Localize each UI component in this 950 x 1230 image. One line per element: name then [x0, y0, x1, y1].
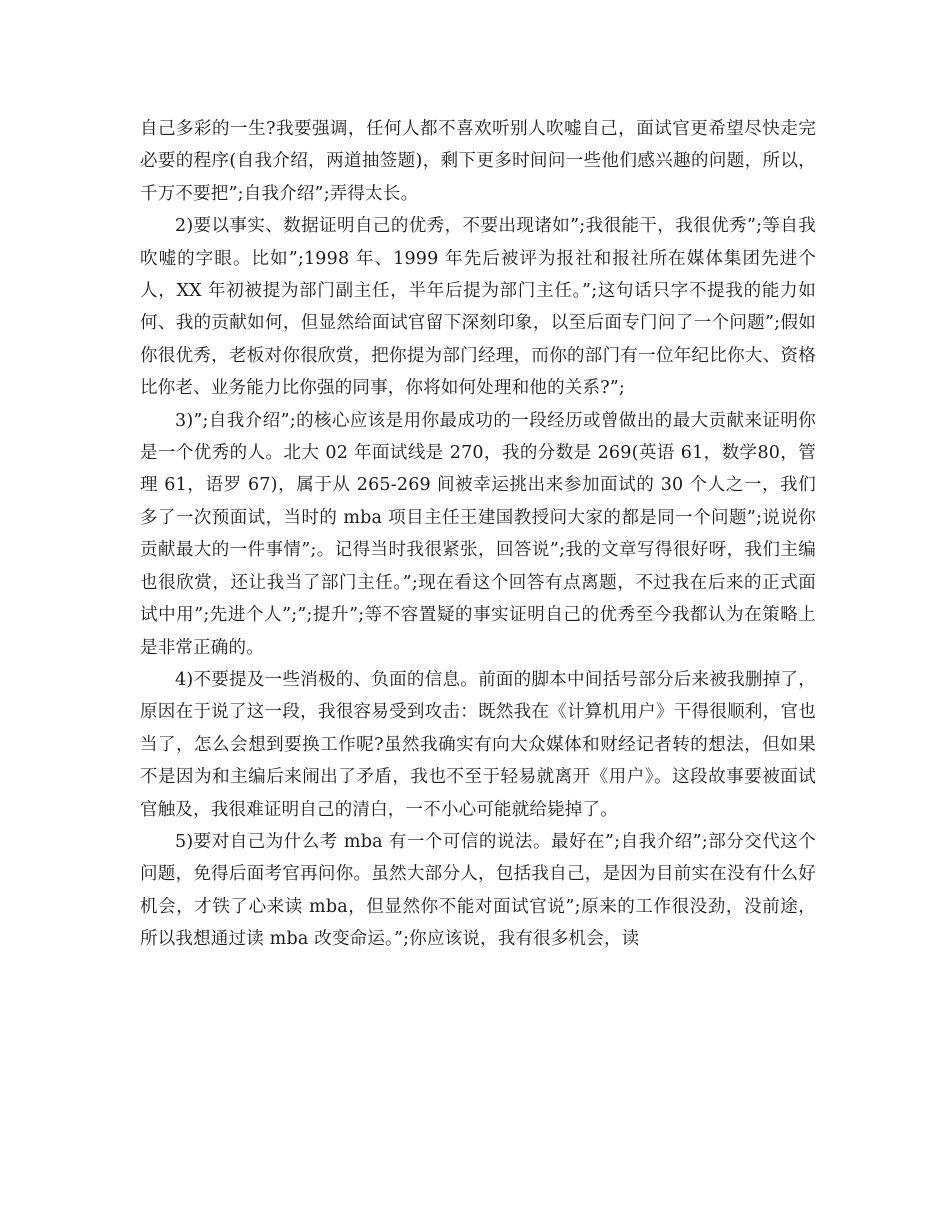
paragraph-2: 2)要以事实、数据证明自己的优秀，不要出现诸如”;我很能干，我很优秀”;等自我吹嘘的字眼。比如”;1998 年、1999 年先后被评为报社和报社所在媒体集团先进个人，XX 年初被提为部门副主任，半年后提为部门主任。”;这句话只字不提我的能力如何、我的贡献如何，但显然给面试官留下深刻印象，以至后面专门问了一个问题”;假如你很优秀，老板对你很欣赏，把你提为部门经理，而你的部门有一位年纪比你大、资格比你老、业务能力比你强的同事，你将如何处理和他的关系?”;	[140, 216, 816, 399]
paragraph-4: 4)不要提及一些消极的、负面的信息。前面的脚本中间括号部分后来被我删掉了，原因在于说了这一段，我很容易受到攻击：既然我在《计算机用户》干得很顺利，官也当了，怎么会想到要换工作呢?虽然我确实有向大众媒体和财经记者转的想法，但如果不是因为和主编后来闹出了矛盾，我也不至于轻易就离开《用户》。这段故事要被面试官触及，我很难证明自己的清白，一不小心可能就给毙掉了。	[140, 669, 816, 820]
paragraph-1: 自己多彩的一生?我要强调，任何人都不喜欢听别人吹嘘自己，面试官更希望尽快走完必要的程序(自我介绍，两道抽签题)，剩下更多时间问一些他们感兴趣的问题，所以，千万不要把”;自我介绍”;弄得太长。	[140, 119, 816, 204]
document-body	[140, 113, 816, 956]
paragraph-5: 5)要对自己为什么考 mba 有一个可信的说法。最好在”;自我介绍”;部分交代这个问题，免得后面考官再问你。虽然大部分人，包括我自己，是因为目前实在没有什么好机会，才铁了心来读 mba，但显然你不能对面试官说”;原来的工作很没劲，没前途，所以我想通过读 mba 改变命运。”;你应该说，我有很多机会，读	[140, 831, 816, 950]
paragraph-3: 3)”;自我介绍”;的核心应该是用你最成功的一段经历或曾做出的最大贡献来证明你是一个优秀的人。北大 02 年面试线是 270，我的分数是 269(英语 61，数学80，管理 61，语罗 67)，属于从 265-269 间被幸运挑出来参加面试的 30 个人之一，我们多了一次预面试，当时的 mba 项目主任王建国教授问大家的都是同一个问题”;说说你贡献最大的一件事情”;。记得当时我很紧张，回答说”;我的文章写得很好呀，我们主编也很欣赏，还让我当了部门主任。”;现在看这个回答有点离题，不过我在后来的正式面试中用”;先进个人”;”;提升”;等不容置疑的事实证明自己的优秀至今我都认为在策略上是非常正确的。	[140, 410, 816, 658]
